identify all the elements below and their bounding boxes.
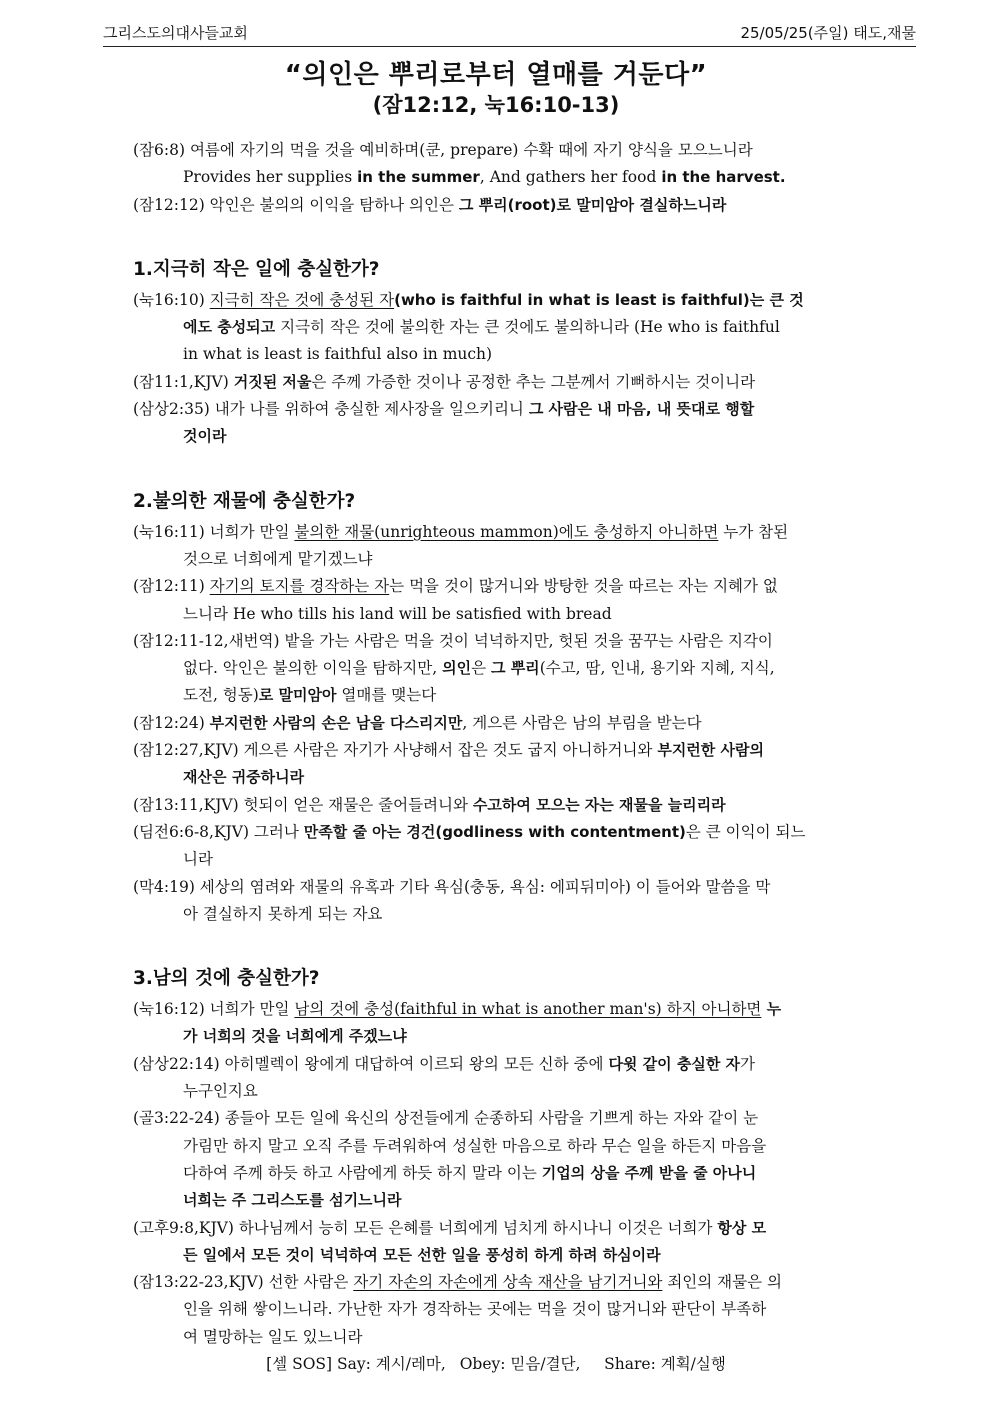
church-name: 그리스도의대사들교회 xyxy=(103,24,248,42)
verse-prov12-11-12-new: (잠12:11-12,새번역) 밭을 가는 사람은 먹을 것이 넉넉하지만, 헛된 것을 꿈꾸는 사람은 지각이 없다. 악인은 불의한 이익을 탐하지만, 의인은 그 뿌리(수고, 땀, 인내, 용기와 지혜, 지식, 도전, 헝동)로 말미암아 열매를 맺는다 xyxy=(133,631,775,705)
verse-1sam22-14: (삼상22:14) 아히멜렉이 왕에게 대답하여 이르되 왕의 모든 신하 중에 다윗 같이 충실한 자가 누구인지요 xyxy=(133,1054,756,1101)
sermon-body xyxy=(133,137,918,1351)
footer-say: [셀 SOS] Say: 계시/레마, xyxy=(266,1355,446,1373)
verse-prov11-1: (잠11:1,KJV) 거짓된 저울은 주께 가증한 것이나 공정한 추는 그분께서 기뻐하시는 것이니라 xyxy=(133,372,756,391)
intro-verse-prov12-12: (잠12:12) 악인은 불의의 이익을 탐하나 의인은 그 뿌리(root)로 말미암아 결실하느니라 xyxy=(133,195,727,214)
intro-verse-prov6-8: (잠6:8) 여름에 자기의 먹을 것을 예비하며(쿤, prepare) 수확 때에 자기 양식을 모으느니라 Provides her supplies in the summer, And gathers her food in the harvest. xyxy=(133,141,786,187)
verse-luke16-10: (눅16:10) 지극히 작은 것에 충성된 자(who is faithful in what is least is faithful)는 큰 것 에도 충성되고 지극히 작은 것에 불의한 자는 큰 것에도 불의하니라 (He who is faithful in what is least is faithful also in much) xyxy=(133,290,804,364)
verse-2cor9-8: (고후9:8,KJV) 하나님께서 능히 모든 은혜를 너희에게 넘치게 하시나니 이것은 너희가 항상 모 든 일에서 모든 것이 넉넉하여 모든 선한 일을 풍성히 하게 하려 하심이라 xyxy=(133,1218,767,1264)
verse-prov13-11: (잠13:11,KJV) 헛되이 얻은 재물은 줄어들려니와 수고하여 모으는 자는 재물을 늘리리라 xyxy=(133,795,726,814)
cell-sos-footer xyxy=(0,1352,992,1374)
section-heading-2: 2.불의한 재물에 충실한가? xyxy=(133,490,356,512)
section-heading-3: 3.남의 것에 충실한가? xyxy=(133,968,320,990)
sermon-reference: (잠12:12, 눅16:10-13) xyxy=(372,93,620,117)
verse-1sam2-35: (삼상2:35) 내가 나를 위하여 충실한 제사장을 일으키리니 그 사람은 내 마음, 내 뜻대로 행할 것이라 xyxy=(133,400,755,446)
section-heading-1: 1.지극히 작은 일에 충실한가? xyxy=(133,258,380,280)
page-header xyxy=(103,20,916,47)
verse-prov12-24: (잠12:24) 부지런한 사람의 손은 남을 다스리지만, 게으른 사람은 남의 부림을 받는다 xyxy=(133,713,702,732)
verse-col3-22-24: (골3:22-24) 종들아 모든 일에 육신의 상전들에게 순종하되 사람을 기쁘게 하는 자와 같이 눈 가림만 하지 말고 오직 주를 두려워하여 성실한 마음으로 하라 무슨 일을 하든지 마음을 다하여 주께 하듯 하고 사람에게 하듯 하지 말라 이는 기업의 상을 주께 받을 줄 아나니 너희는 주 그리스도를 섬기느니라 xyxy=(133,1109,767,1210)
verse-1tim6-6-8: (딤전6:6-8,KJV) 그러나 만족할 줄 아는 경건(godliness with contentment)은 큰 이익이 되느 니라 xyxy=(133,822,806,869)
date-topic: 25/05/25(주일) 태도,재물 xyxy=(740,24,916,42)
verse-prov12-11: (잠12:11) 자기의 토지를 경작하는 자는 먹을 것이 많거니와 방탕한 것을 따르는 자는 지혜가 없 느니라 He who tills his land will be satisfied with bread xyxy=(133,577,778,623)
verse-mark4-19: (막4:19) 세상의 염려와 재물의 유혹과 기타 욕심(충동, 욕심: 에피뒤미아) 이 들어와 말씀을 막 아 결실하지 못하게 되는 자요 xyxy=(133,877,771,923)
sermon-title: “의인은 뿌리로부터 열매를 거둔다” xyxy=(284,60,708,90)
verse-prov13-22-23: (잠13:22-23,KJV) 선한 사람은 자기 자손의 자손에게 상속 재산을 남기거니와 죄인의 재물은 의 인을 위해 쌓이느니라. 가난한 자가 경작하는 곳에는 먹을 것이 많거니와 판단이 부족하 여 멸망하는 일도 있느니라 xyxy=(133,1273,782,1346)
verse-luke16-11: (눅16:11) 너희가 만일 불의한 재물(unrighteous mammon)에도 충성하지 아니하면 누가 참된 것으로 너희에게 맡기겠느냐 xyxy=(133,522,789,568)
footer-share: Share: 계획/실행 xyxy=(604,1355,726,1373)
verse-luke16-12: (눅16:12) 너희가 만일 남의 것에 충성(faithful in what is another man's) 하지 아니하면 누 가 너희의 것을 너희에게 주겠느냐 xyxy=(133,1000,782,1046)
footer-obey: Obey: 믿음/결단, xyxy=(459,1355,581,1373)
verse-prov12-27: (잠12:27,KJV) 게으른 사람은 자기가 사냥해서 잡은 것도 굽지 아니하거니와 부지런한 사람의 재산은 귀중하니라 xyxy=(133,741,764,787)
